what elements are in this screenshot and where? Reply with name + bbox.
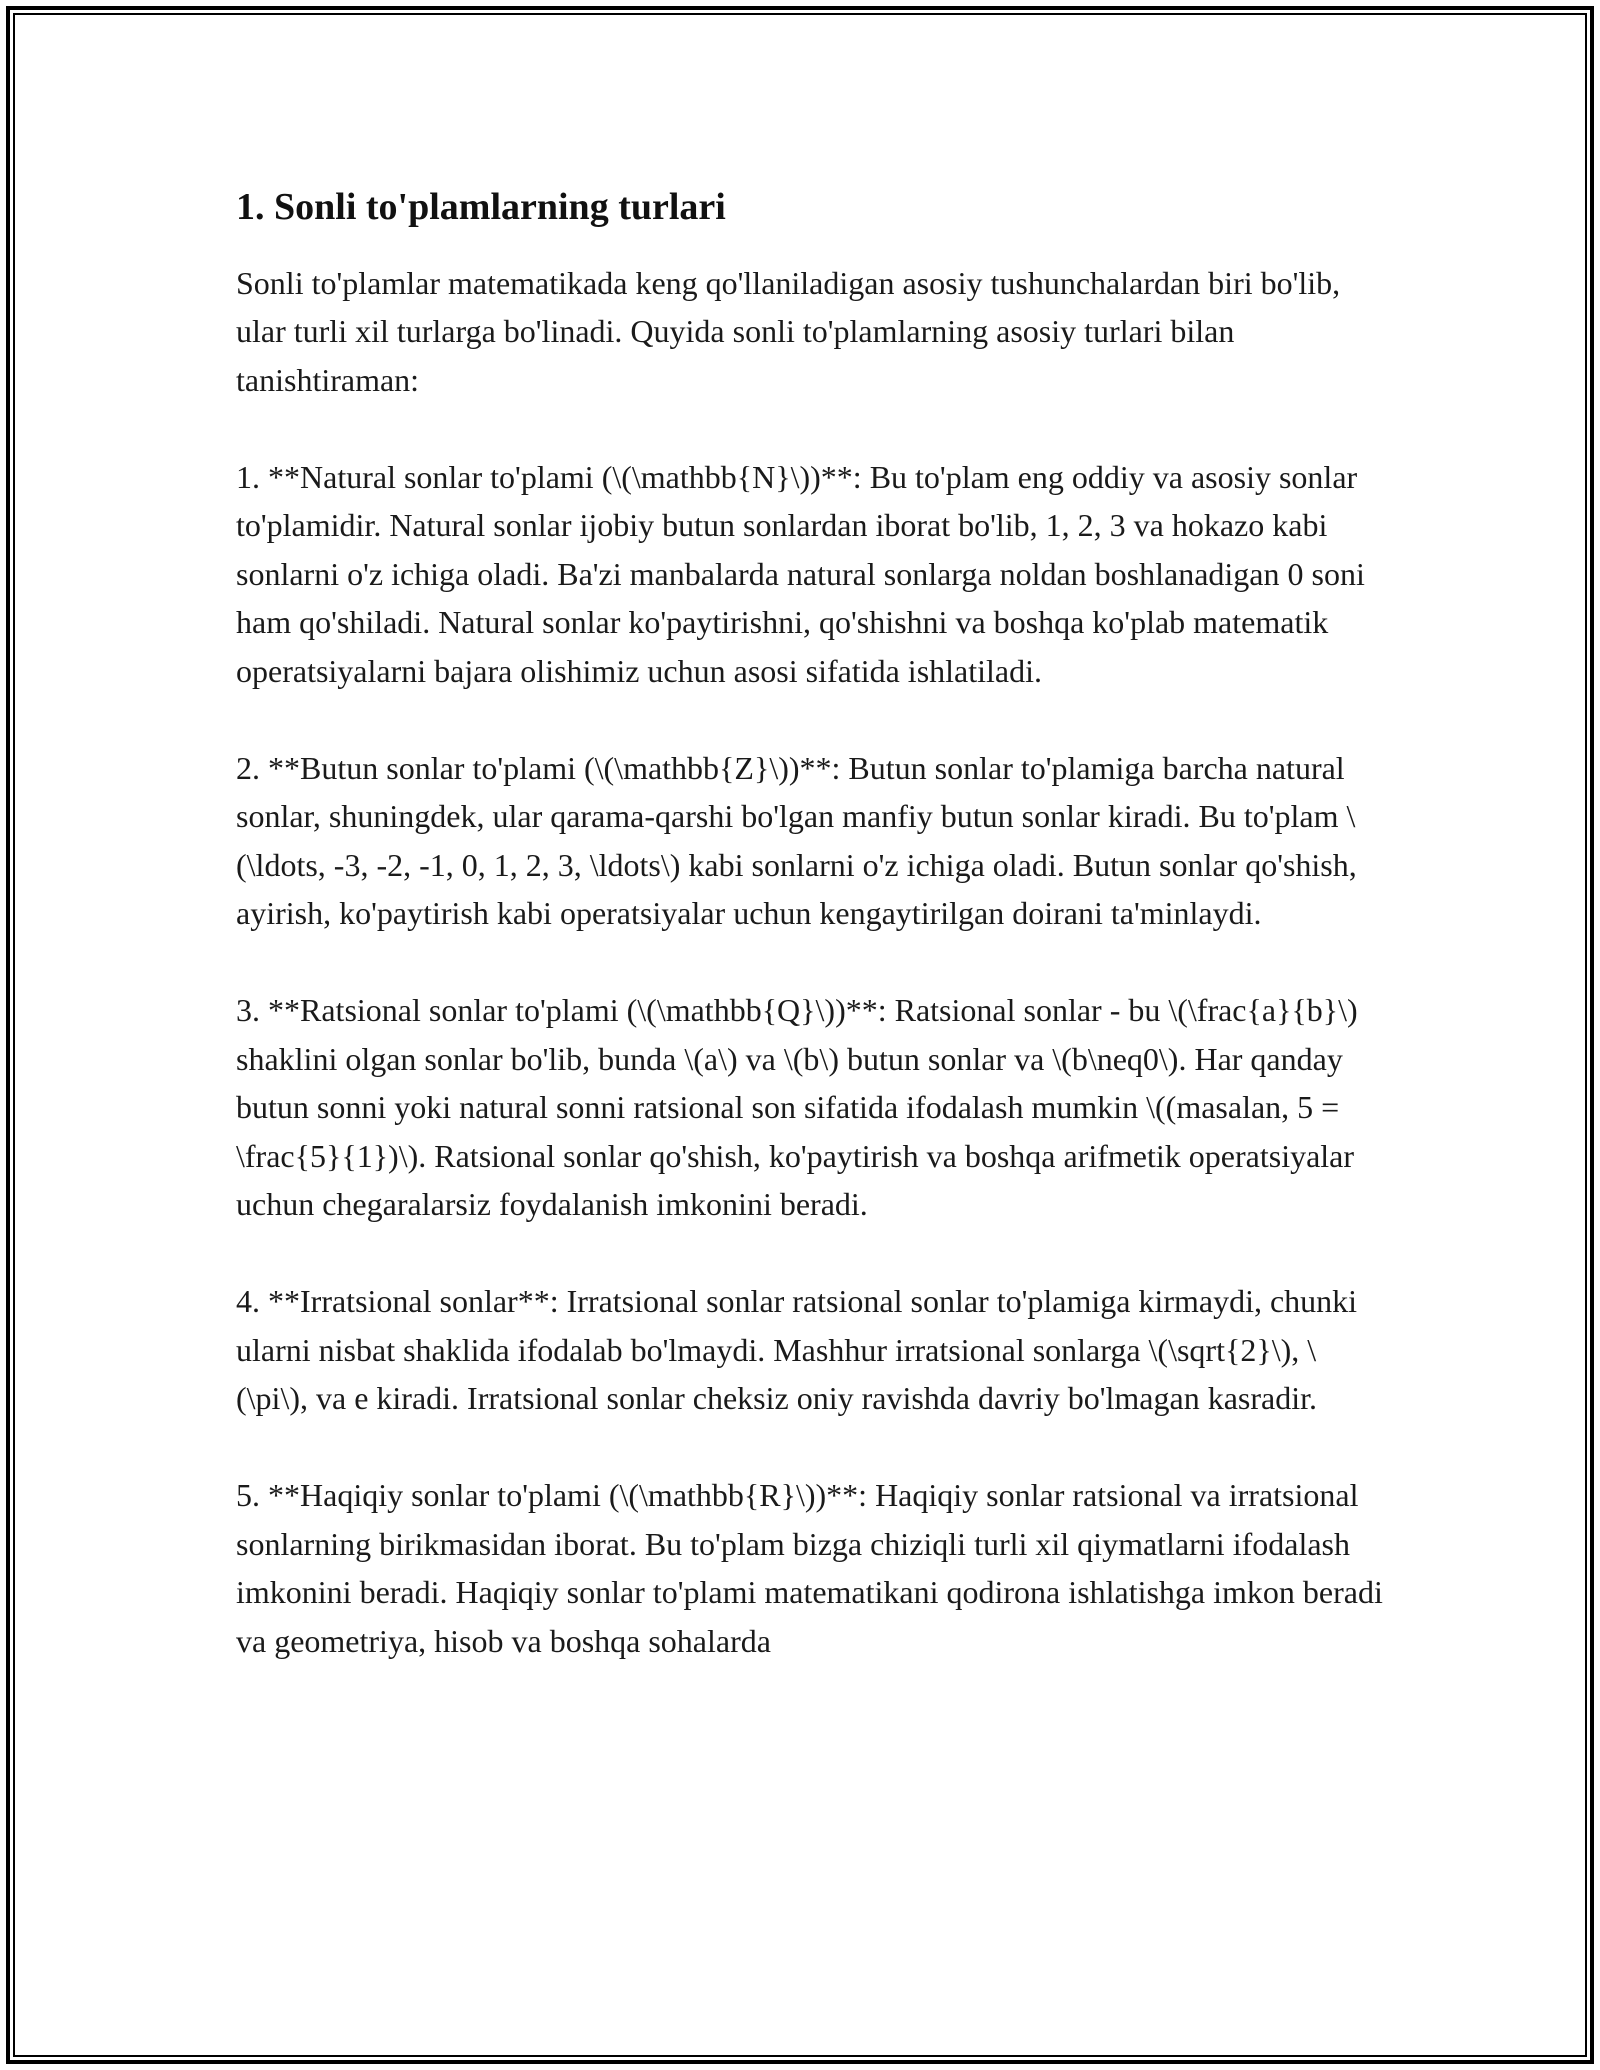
intro-paragraph: Sonli to'plamlar matematikada keng qo'llaniladigan asosiy tushunchalardan biri bo'lib, ular turli xil turlarga bo'linadi. Quyida sonli to'plamlarning asosiy turlari bilan tanishtiraman:	[236, 264, 1341, 398]
real-numbers-paragraph: 5. **Haqiqiy sonlar to'plami (\(\mathbb{R}\))**: Haqiqiy sonlar ratsional va irratsional sonlarning birikmasidan iborat. Bu to'plam bizga chiziqli turli xil qiymatlarni ifodalash imkonini beradi. Haqiqiy sonlar to'plami matematikani qodirona ishlatishga imkon beradi va geometriya, hisob va boshqa sohalarda	[236, 1477, 1383, 1659]
section-heading: 1. Sonli to'plamlarning turlari	[236, 186, 726, 228]
document-body	[236, 185, 1386, 1665]
rational-numbers-paragraph: 3. **Ratsional sonlar to'plami (\(\mathbb{Q}\))**: Ratsional sonlar - bu \(\frac{a}{b}\) shaklini olgan sonlar bo'lib, bunda \(a\) va \(b\) butun sonlar va \(b\neq0\). Har qanday butun sonni yoki natural sonni ratsional son sifatida ifodalash mumkin \((masalan, 5 = \frac{5}{1})\). Ratsional sonlar qo'shish, ko'paytirish va boshqa arifmetik operatsiyalar uchun chegaralarsiz foydalanish imkonini beradi.	[236, 992, 1358, 1223]
irrational-numbers-paragraph: 4. **Irratsional sonlar**: Irratsional sonlar ratsional sonlar to'plamiga kirmaydi, chunki ularni nisbat shaklida ifodalab bo'lmaydi. Mashhur irratsional sonlarga \(\sqrt{2}\), \(\pi\), va e kiradi. Irratsional sonlar cheksiz oniy ravishda davriy bo'lmagan kasradir.	[236, 1283, 1358, 1417]
integers-paragraph: 2. **Butun sonlar to'plami (\(\mathbb{Z}\))**: Butun sonlar to'plamiga barcha natural sonlar, shuningdek, ular qarama-qarshi bo'lgan manfiy butun sonlar kiradi. Bu to'plam \(\ldots, -3, -2, -1, 0, 1, 2, 3, \ldots\) kabi sonlarni o'z ichiga oladi. Butun sonlar qo'shish, ayirish, ko'paytirish kabi operatsiyalar uchun kengaytirilgan doirani ta'minlaydi.	[236, 749, 1357, 932]
natural-numbers-paragraph: 1. **Natural sonlar to'plami (\(\mathbb{N}\))**: Bu to'plam eng oddiy va asosiy sonlar to'plamidir. Natural sonlar ijobiy butun sonlardan iborat bo'lib, 1, 2, 3 va hokazo kabi sonlarni o'z ichiga oladi. Ba'zi manbalarda natural sonlarga noldan boshlanadigan 0 soni ham qo'shiladi. Natural sonlar ko'paytirishni, qo'shishni va boshqa ko'plab matematik operatsiyalarni bajara olishimiz uchun asosi sifatida ishlatiladi.	[236, 458, 1365, 689]
